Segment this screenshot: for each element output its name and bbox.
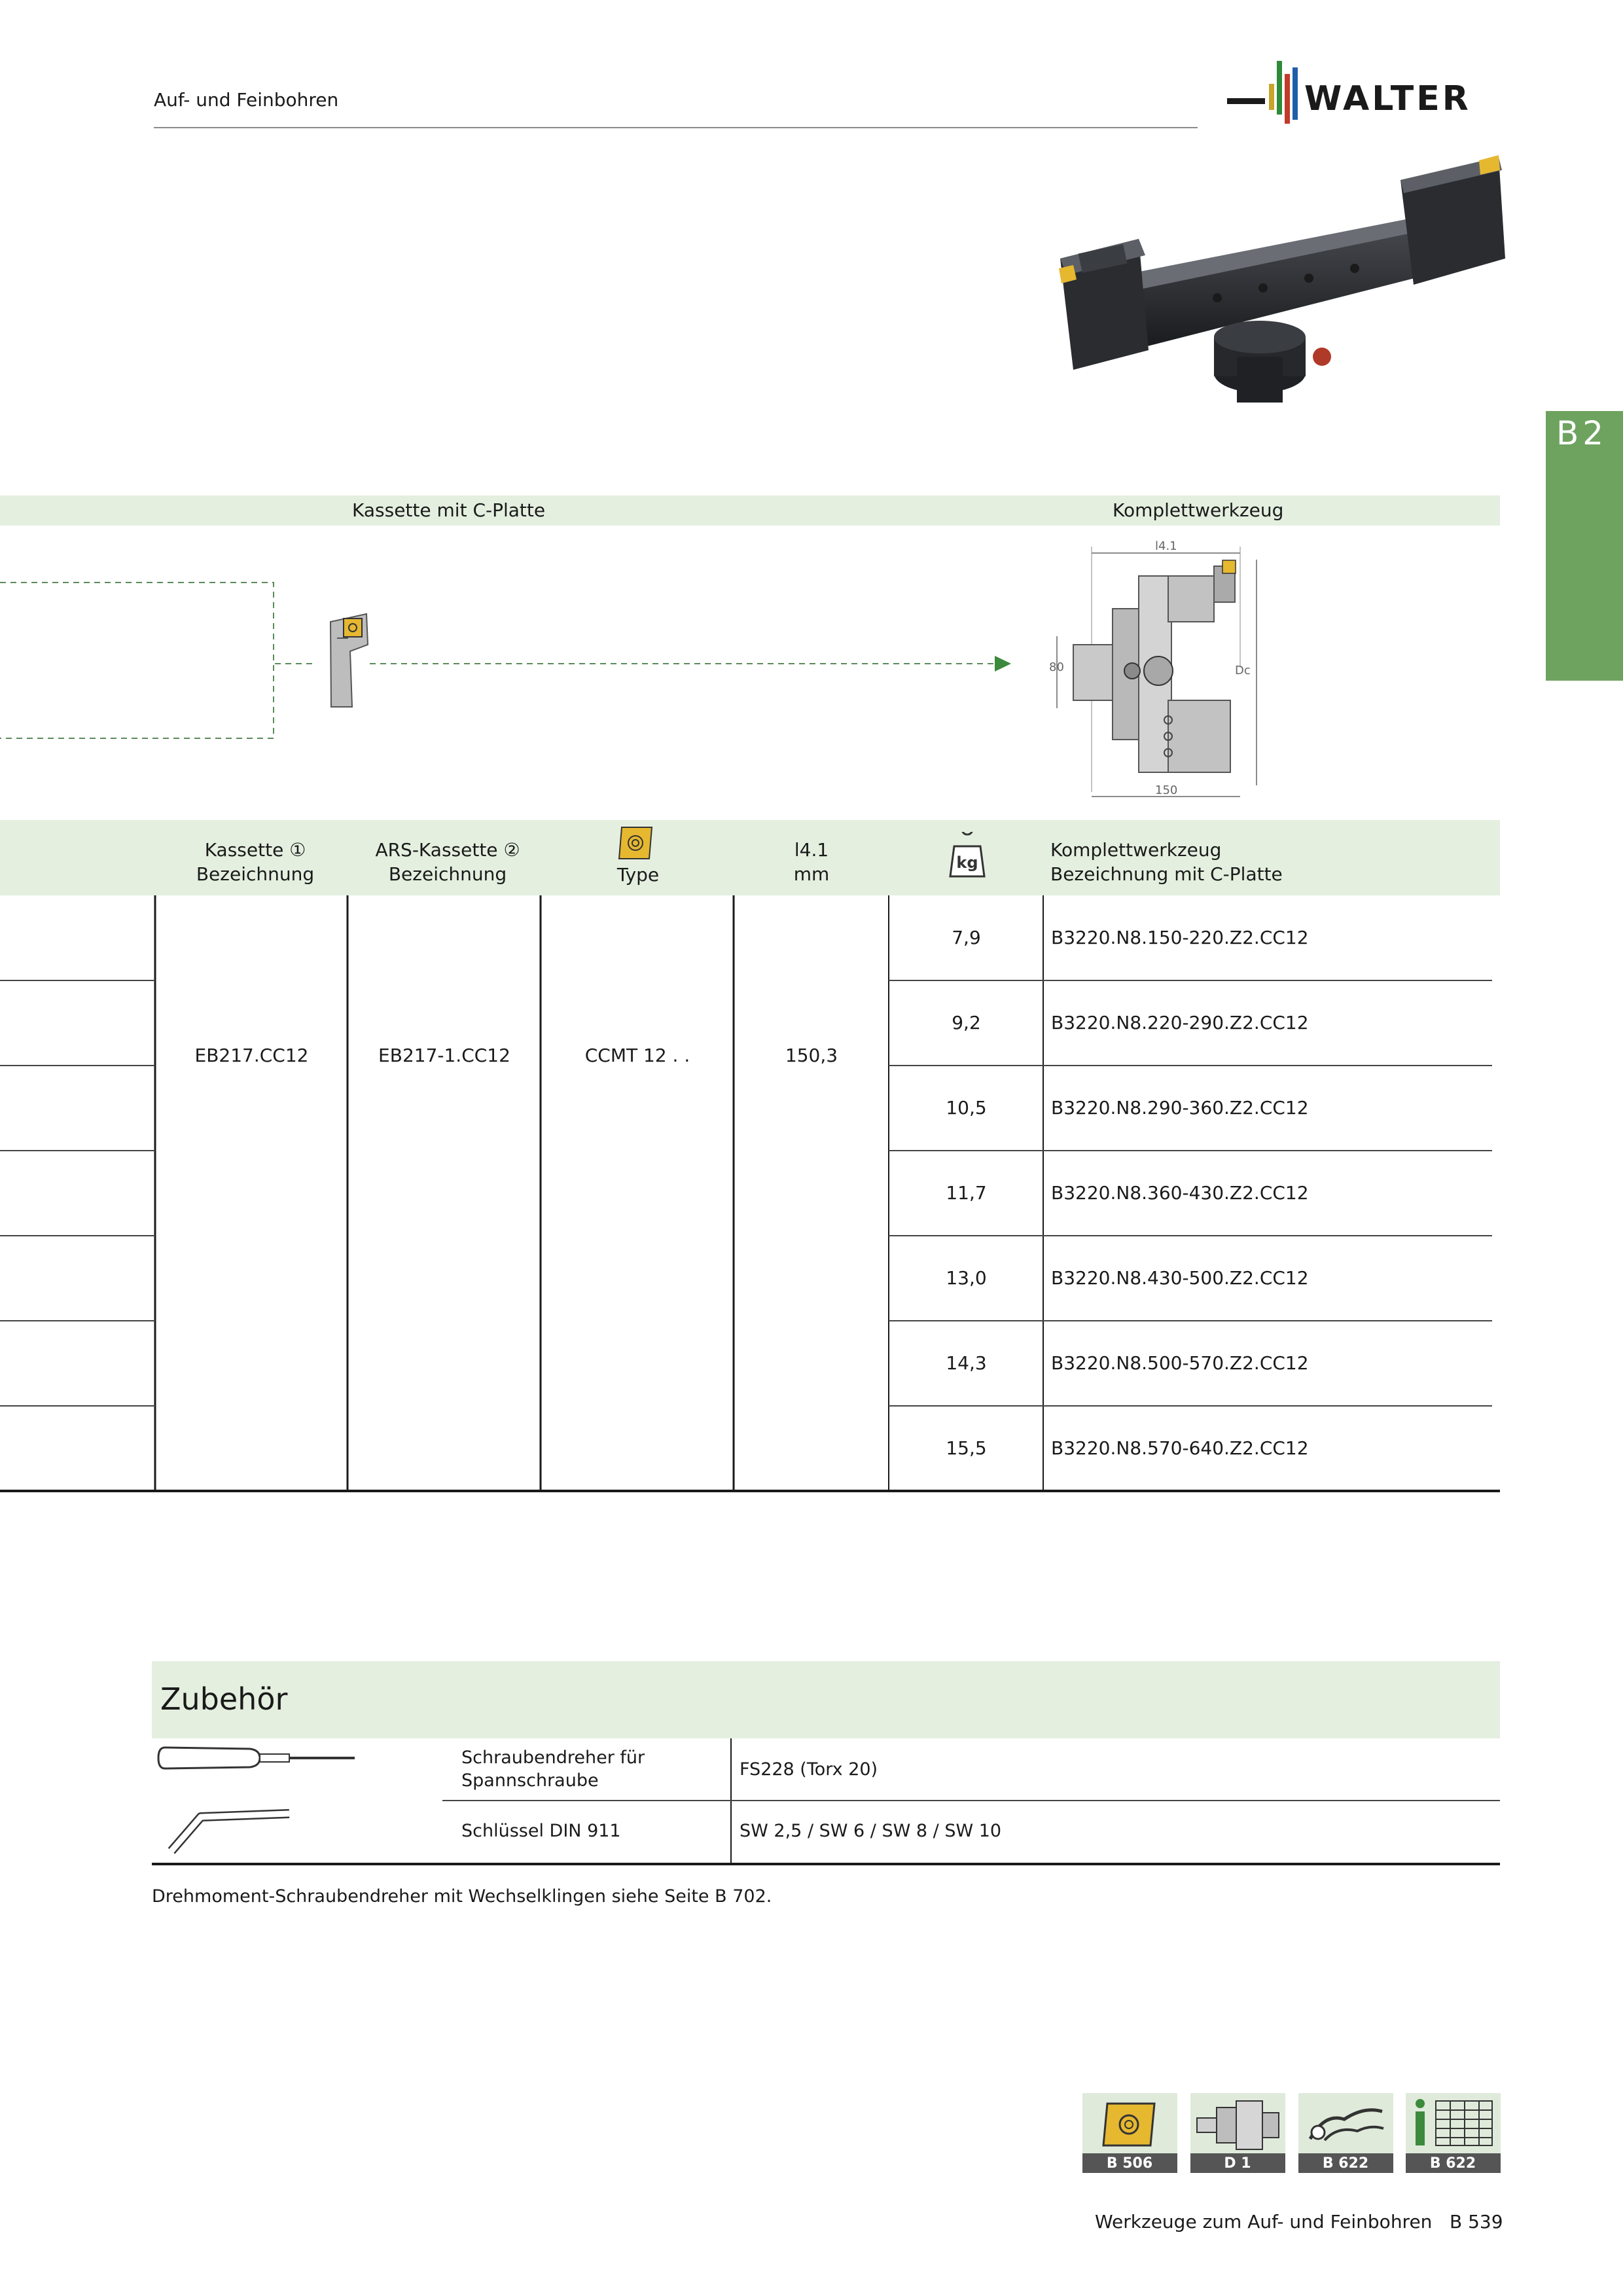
th-complete-tool: Komplettwerkzeug Bezeichnung mit C-Platte [1050, 839, 1283, 885]
page-number: B 539 [1450, 2211, 1503, 2233]
chapter-tab-label: B2 [1556, 414, 1608, 452]
dim-diameter: Dc [1235, 664, 1251, 677]
accessory-name: Schraubendreher für Spannschraube [461, 1748, 645, 1791]
weight-icon [949, 832, 986, 879]
cell-designation[interactable]: B3220.N8.290-360.Z2.CC12 [1051, 1097, 1309, 1119]
dim-bottom: 150 [1155, 783, 1178, 797]
cassette-label: Kassette mit C-Platte [352, 499, 546, 521]
dim-length: l4.1 [1155, 539, 1177, 553]
flow-bracket [0, 583, 274, 738]
table-header [0, 820, 1500, 895]
complete-tool-label: Komplettwerkzeug [1113, 499, 1284, 521]
ref-adaptor-label: D 1 [1224, 2155, 1251, 2172]
ref-handling-label: B 622 [1322, 2155, 1369, 2172]
ref-info-icon [1406, 2093, 1501, 2173]
th-length: l4.1 mm [793, 839, 830, 885]
cell-weight: 11,7 [946, 1182, 987, 1204]
technical-drawing [1041, 537, 1276, 805]
cassette-icon [330, 614, 368, 707]
ref-insert[interactable] [1082, 2093, 1177, 2173]
tool-product-image [1047, 141, 1505, 442]
cell-designation[interactable]: B3220.N8.220-290.Z2.CC12 [1051, 1012, 1309, 1033]
th-ars-cassette: ARS-Kassette ② Bezeichnung [375, 839, 520, 885]
cell-length: 150,3 [785, 1045, 838, 1066]
accessory-value[interactable]: FS228 (Torx 20) [740, 1759, 878, 1780]
cell-designation[interactable]: B3220.N8.430-500.Z2.CC12 [1051, 1267, 1309, 1289]
brand-wordmark: WALTER [1304, 79, 1471, 118]
accessory-name: Schlüssel DIN 911 [461, 1821, 621, 1841]
ref-adaptor[interactable] [1190, 2093, 1285, 2173]
ref-handling[interactable] [1298, 2093, 1393, 2173]
cell-designation[interactable]: B3220.N8.570-640.Z2.CC12 [1051, 1437, 1309, 1459]
th-type: Type [616, 864, 660, 886]
th-cassette: Kassette ① Bezeichnung [196, 839, 315, 885]
insert-icon [615, 823, 656, 863]
hex-key-icon [171, 1814, 289, 1851]
cell-designation[interactable]: B3220.N8.150-220.Z2.CC12 [1051, 927, 1309, 948]
ref-insert-icon [1082, 2093, 1177, 2173]
cell-ars-cassette: EB217-1.CC12 [378, 1045, 510, 1066]
accessories-title: Zubehör [160, 1681, 288, 1717]
screwdriver-icon [158, 1748, 355, 1768]
cell-weight: 10,5 [946, 1097, 987, 1119]
cell-weight: 13,0 [946, 1267, 987, 1289]
cell-weight: 9,2 [952, 1012, 981, 1033]
section-title: Auf- und Feinbohren [154, 89, 339, 111]
ref-wrench-icon [1298, 2093, 1393, 2173]
assembly-flow-diagram [0, 543, 1047, 759]
ref-info-label: B 622 [1429, 2155, 1476, 2172]
chapter-tab[interactable] [1546, 411, 1623, 681]
ref-adaptor-icon [1190, 2093, 1285, 2173]
weight-icon-label: kg [956, 853, 978, 872]
cell-weight: 14,3 [946, 1352, 987, 1374]
accessories-header [152, 1661, 1500, 1738]
accessory-value[interactable]: SW 2,5 / SW 6 / SW 8 / SW 10 [740, 1821, 1002, 1841]
ref-info[interactable] [1406, 2093, 1501, 2173]
flow-arrow-head [995, 656, 1011, 672]
cell-designation[interactable]: B3220.N8.500-570.Z2.CC12 [1051, 1352, 1309, 1374]
ref-insert-label: B 506 [1106, 2155, 1153, 2172]
product-label-band [0, 495, 1500, 526]
walter-logo [1227, 58, 1502, 130]
header-rule [154, 127, 1198, 128]
footer-title: Werkzeuge zum Auf- und Feinbohren [1095, 2211, 1433, 2233]
cell-weight: 15,5 [946, 1437, 987, 1459]
dim-shank: 80 [1049, 660, 1064, 674]
cell-type: CCMT 12 . . [584, 1045, 690, 1066]
cell-weight: 7,9 [952, 927, 981, 948]
cell-cassette: EB217.CC12 [194, 1045, 309, 1066]
accessories-note: Drehmoment-Schraubendreher mit Wechselklingen siehe Seite B 702. [152, 1886, 772, 1907]
cell-designation[interactable]: B3220.N8.360-430.Z2.CC12 [1051, 1182, 1309, 1204]
